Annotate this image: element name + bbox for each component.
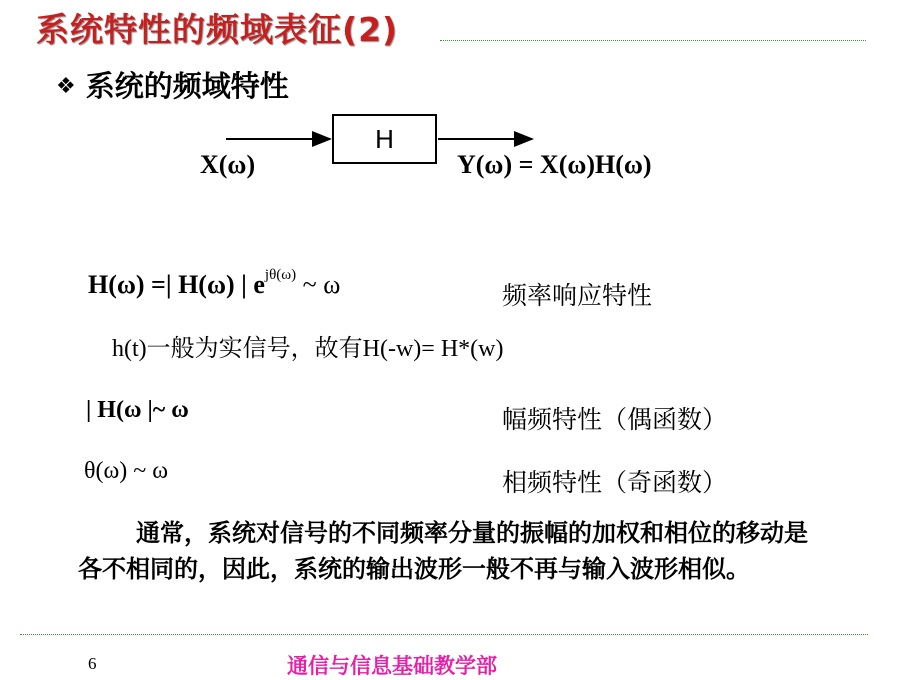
input-signal-label: X(ω): [200, 150, 256, 179]
system-h-box: [332, 114, 437, 164]
phase-formula: θ(ω) ~ ω: [84, 458, 169, 484]
real-signal-statement: h(t)一般为实信号，故有H(-w)= H*(w): [112, 336, 504, 362]
system-h-label: H: [375, 123, 394, 154]
output-signal-label: Y(ω) = X(ω)H(ω): [457, 150, 652, 179]
phase-label: 相频特性（奇函数）: [502, 468, 728, 497]
footer-rule: [20, 634, 868, 635]
magnitude-label: 幅频特性（偶函数）: [502, 405, 728, 434]
frequency-response-label: 频率响应特性: [502, 281, 653, 310]
bullet-diamond-icon: ❖: [56, 74, 76, 99]
explanation-text: 通常，系统对信号的不同频率分量的振幅的加权和相位的移动是各不相同的，因此，系统的输出波形一般不再与输入波形相似。: [78, 519, 808, 583]
footer-department: 通信与信息基础教学部: [287, 654, 497, 678]
bullet-text: 系统的频域特性: [85, 69, 289, 103]
explanation-paragraph: [78, 515, 818, 587]
frequency-response-formula: H(ω) =| H(ω) | $e^{j\theta(\omega)}$ ~ ω: [88, 267, 341, 299]
system-block-diagram: [0, 0, 900, 200]
page-number: 6: [88, 654, 97, 673]
slide-title: 系统特性的频域表征(2): [36, 10, 399, 49]
magnitude-formula: | H(ω |~ ω: [86, 397, 189, 423]
